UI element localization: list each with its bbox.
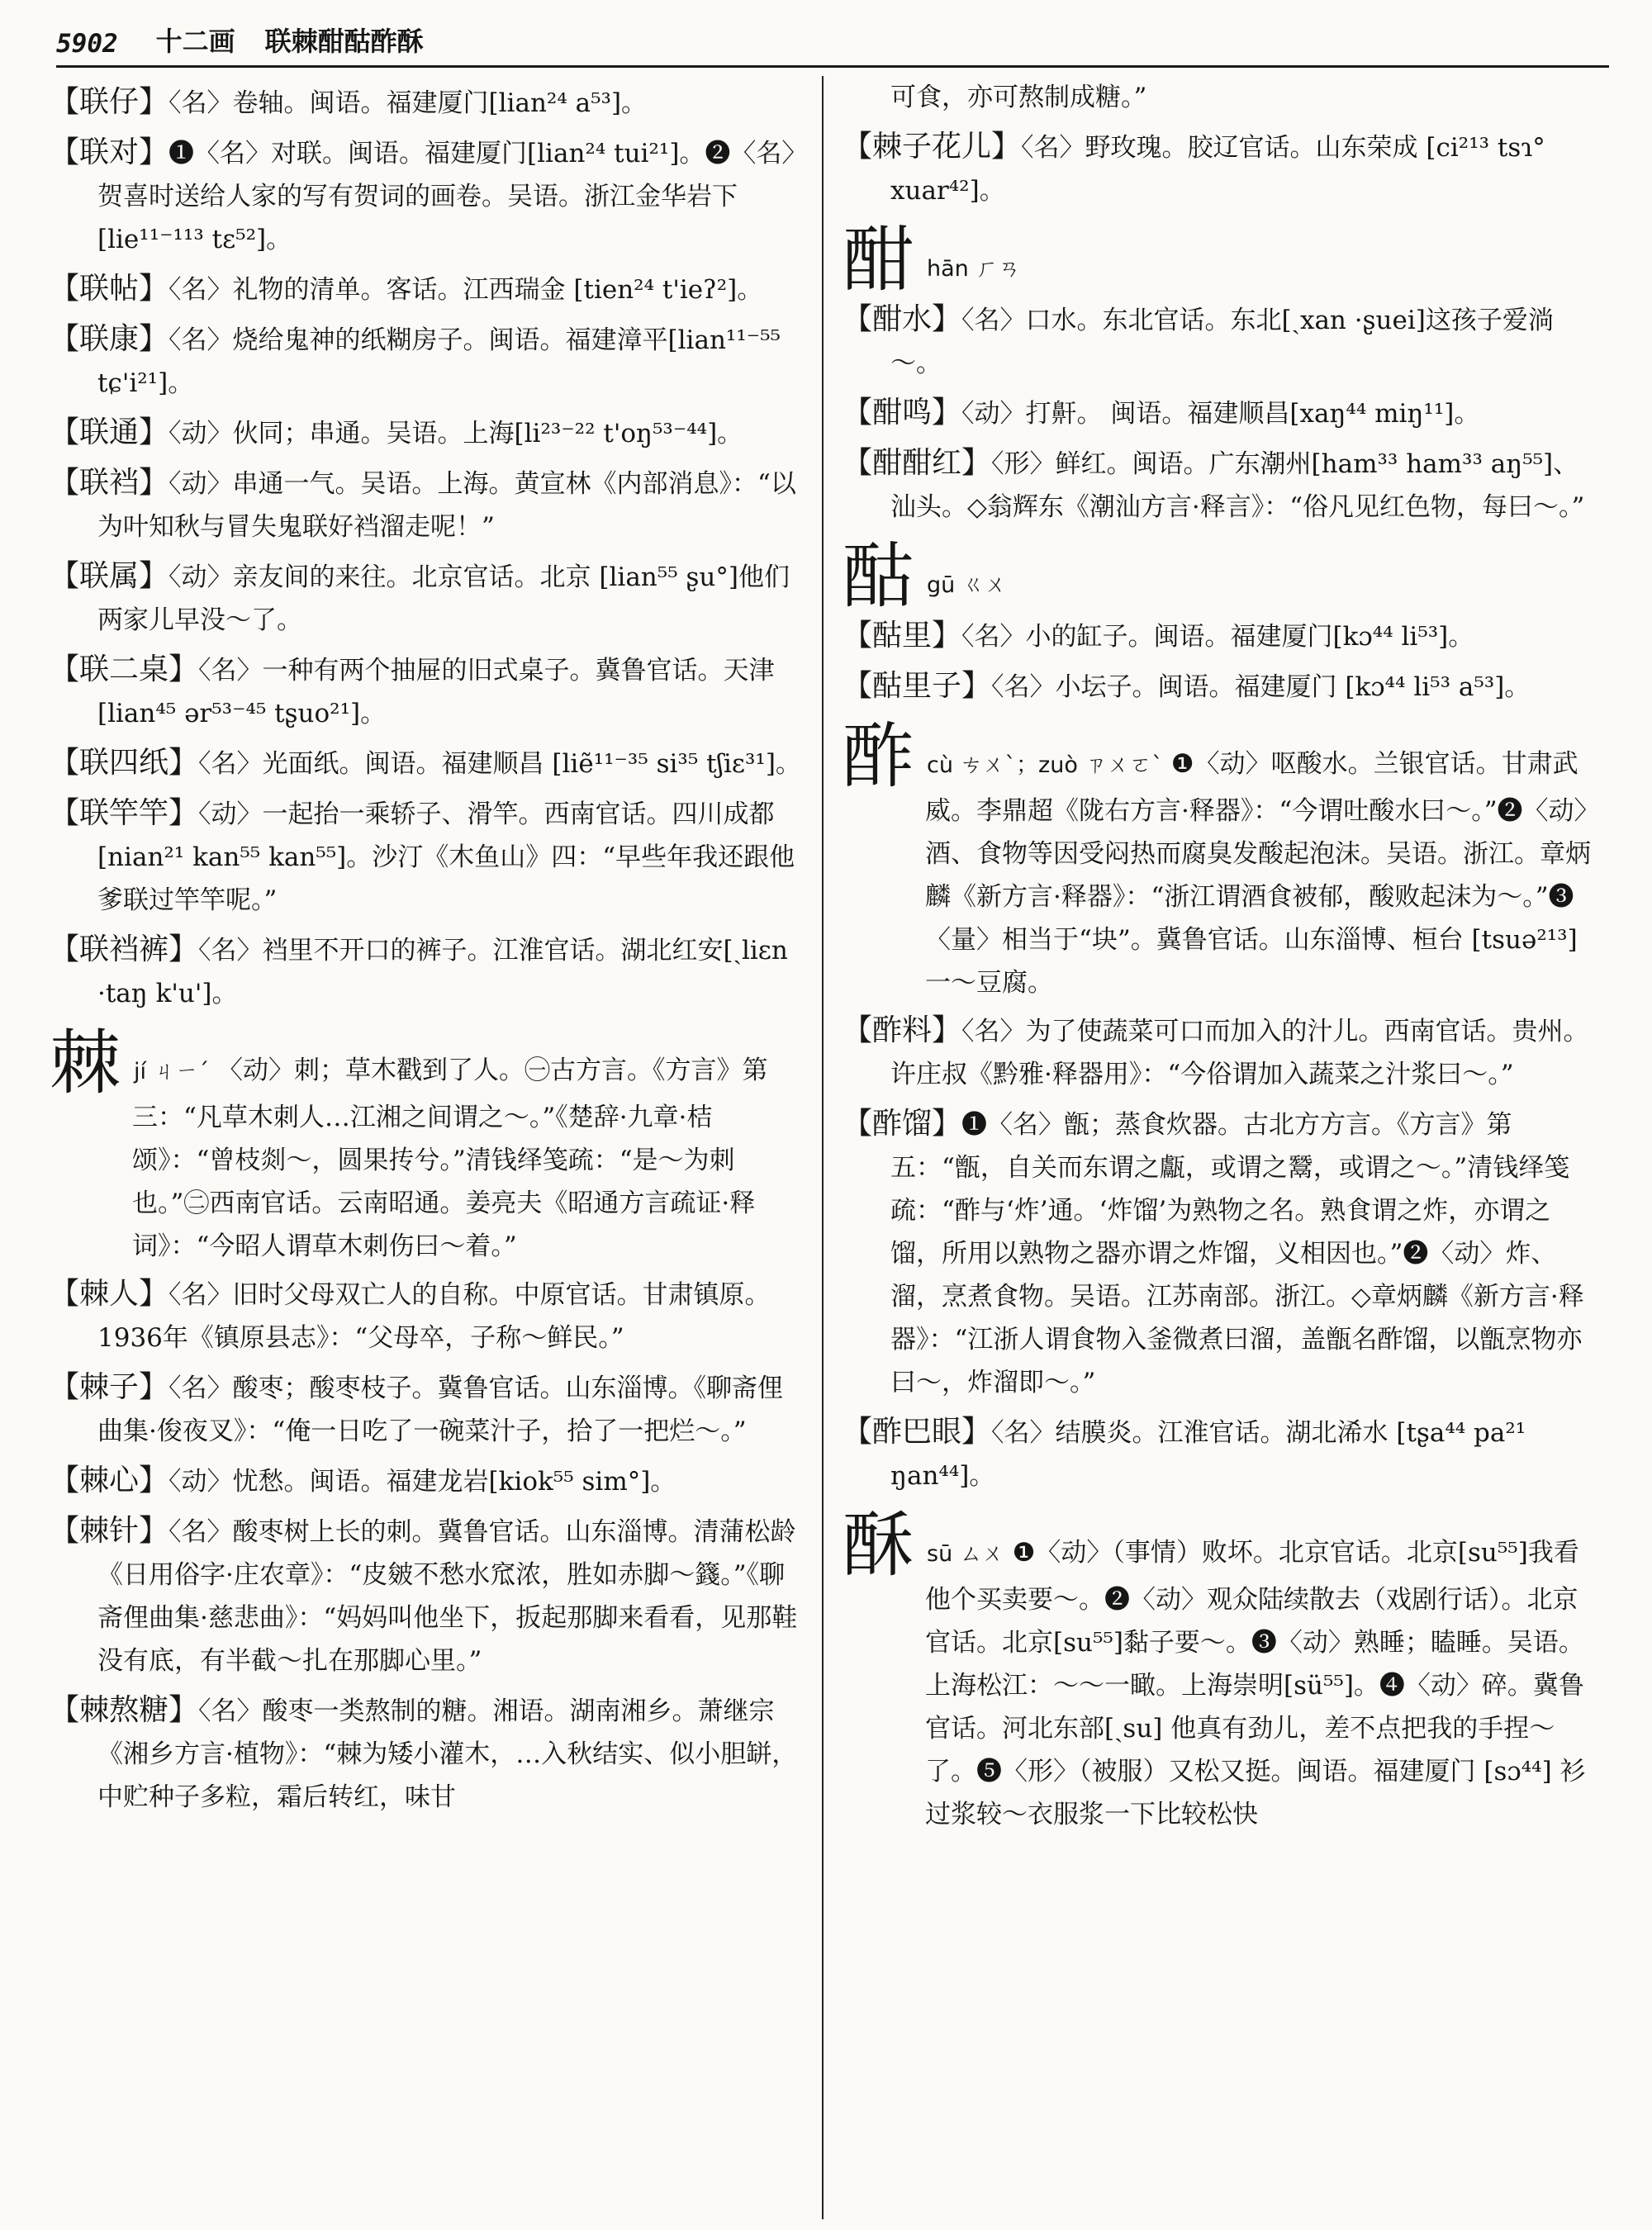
definition-text: 〈名〉口水。东北官话。东北[ˏxan ·ʂuei]这孩子爱淌～。 [890,306,1554,378]
headword: 酣酣红 [872,446,962,480]
definition-text: 〈名〉小坛子。闽语。福建厦门 [kɔ⁴⁴ li⁵³ a⁵³]。 [991,672,1531,702]
bracket-close: 】 [139,1514,169,1548]
headword: 棘熬糖 [79,1693,169,1727]
bracket-close: 】 [139,135,169,169]
head-character-entry [843,535,1598,618]
definition-text: 〈名〉酸枣一类熬制的糖。湘语。湖南湘乡。萧继宗《湘乡方言·植物》：“棘为矮小灌木，…入秋结实、似小胆缾，中贮种子多粒，霜后转红，味甘 [97,1696,798,1812]
definition-text: 〈动〉忧愁。闽语。福建龙岩[kiok⁵⁵ sim°]。 [169,1467,676,1497]
bracket-open: 【 [843,446,873,480]
page-number: 5902 [56,29,118,59]
definition-text: 〈名〉裆里不开口的裤子。江淮官话。湖北红安[ˏliɛn ·taŋ k'u']。 [97,936,788,1008]
pronunciation: sū ㄙㄨ [927,1541,1004,1567]
headword: 棘针 [79,1514,140,1548]
head-character-entry [50,1022,805,1268]
definition-text: ❶〈动〉呕酸水。兰银官话。甘肃武威。李鼎超《陇右方言·释器》：“今谓吐酸水曰～。”❷〈动〉酒、食物等因受闷热而腐臭发酸起泡沫。吴语。浙江。章炳麟《新方言·释器》：“浙江谓酒食被郁，酸败起沫为～。”❸〈量〉相当于“块”。冀鲁官话。山东淄博、桓台 [tsuə²¹³] 一～豆腐。 [925,749,1591,998]
bracket-close: 】 [139,85,169,119]
dictionary-entry [50,81,805,125]
definition-text: 〈名〉酸枣；酸枣枝子。冀鲁官话。山东淄博。《聊斋俚曲集·俊夜叉》：“俺一日吃了一碗菜汁子，拾了一把烂～。” [97,1374,784,1446]
dictionary-entry [50,411,805,455]
bracket-close: 】 [169,652,199,686]
bracket-open: 【 [50,135,80,169]
dictionary-entry [50,1510,805,1682]
definition-text: 〈名〉野玫瑰。胶辽官话。山东荣成 [ci²¹³ tsɿ° xuar⁴²]。 [890,133,1545,206]
dictionary-entry [843,665,1598,709]
bracket-open: 【 [843,396,873,429]
bracket-open: 【 [50,466,80,500]
bracket-open: 【 [843,1415,873,1449]
headword: 联裆 [79,466,140,500]
bracket-open: 【 [50,559,80,593]
headword: 联竿竿 [79,796,169,830]
headword: 联四纸 [79,746,169,780]
bracket-open: 【 [50,796,80,830]
definition-text: 〈名〉一种有两个抽屉的旧式桌子。冀鲁官话。天津[lian⁴⁵ ər⁵³⁻⁴⁵ tʂuo²¹]。 [97,656,775,728]
headword: 联对 [79,135,140,169]
dictionary-entry [843,1411,1598,1497]
dictionary-entry [50,648,805,735]
bracket-open: 【 [843,669,873,703]
definition-text: 〈动〉伙同；串通。吴语。上海[li²³⁻²² t'oŋ⁵³⁻⁴⁴]。 [169,419,743,448]
bracket-close: 】 [932,619,962,652]
head-character: 酤 [843,535,914,618]
definition-text: 〈动〉刺；草木戳到了人。㊀古方言。《方言》第三：“凡草木刺人…江湘之间谓之～。”《楚辞·九章·桔颂》：“曾枝剡～，圆果抟兮。”清钱绎笺疏：“是～为刺也。”㊁西南官话。云南昭通。姜亮夫《昭通方言疏证·释词》：“今昭人谓草木刺伤曰～着。” [132,1056,768,1261]
definition-text: 〈形〉鲜红。闽语。广东潮州[ham³³ ham³³ aŋ⁵⁵]、汕头。◇翁辉东《潮汕方言·释言》：“俗凡见红色物，每曰～。” [890,449,1585,522]
definition-text: 〈名〉为了使蔬菜可口而加入的汁儿。西南官话。贵州。许庄叔《黔雅·释器用》：“今俗谓加入蔬菜之汁浆曰～。” [890,1017,1589,1089]
headword: 棘子 [79,1370,140,1404]
bracket-close: 】 [932,396,962,429]
bracket-close: 】 [932,1013,962,1047]
bracket-close: 】 [169,932,199,966]
bracket-close: 】 [139,1370,169,1404]
bracket-close: 】 [139,272,169,306]
definition-text: 〈名〉结膜炎。江淮官话。湖北浠水 [tʂa⁴⁴ pa²¹ ŋan⁴⁴]。 [890,1418,1526,1491]
page-header [56,21,1609,68]
head-character-entry [843,715,1598,1004]
dictionary-entry [50,742,805,785]
definition-text: 〈名〉光面纸。闽语。福建顺昌 [liẽ¹¹⁻³⁵ si³⁵ tʃiɛ³¹]。 [198,749,801,779]
dictionary-entry [50,462,805,548]
definition-text: 〈动〉一起抬一乘轿子、滑竿。西南官话。四川成都[nian²¹ kan⁵⁵ kan⁵⁵]。沙汀《木鱼山》四：“早些年我还跟他爹联过竿竿呢。” [97,799,795,915]
bracket-close: 】 [932,1107,962,1141]
bracket-open: 【 [843,1107,873,1141]
headword: 酣鸣 [872,396,933,429]
bracket-open: 【 [50,85,80,119]
bracket-open: 【 [843,619,873,652]
definition-text: ❶〈动〉（事情）败坏。北京官话。北京[su⁵⁵]我看他个买卖要～。❷〈动〉观众陆续散去（戏剧行话）。北京官话。北京[su⁵⁵]黏子要～。❸〈动〉熟睡；瞌睡。吴语。上海松江：～～一瞰。上海崇明[sü⁵⁵]。❹〈动〉碎。冀鲁官话。河北东部[ˏsu] 他真有劲儿，差不点把我的手捏～了。❺〈形〉（被服）又松又挺。闽语。福建厦门 [sɔ⁴⁴] 衫过浆较～衣服浆一下比较松快 [925,1538,1586,1829]
dictionary-entry [50,1273,805,1359]
dictionary-entry [843,391,1598,435]
definition-text: 〈名〉礼物的清单。客话。江西瑞金 [tien²⁴ t'ieʔ²]。 [169,275,763,305]
definition-text: 〈名〉烧给鬼神的纸糊房子。闽语。福建漳平[lian¹¹⁻⁵⁵ tɕ'i²¹]。 [97,325,781,398]
headword: 棘心 [79,1464,140,1497]
bracket-open: 【 [50,746,80,780]
bracket-open: 【 [50,1464,80,1497]
bracket-open: 【 [843,1013,873,1047]
bracket-open: 【 [843,302,873,336]
dictionary-entry [843,442,1598,529]
bracket-close: 】 [139,415,169,449]
dictionary-entry [843,614,1598,658]
headword: 酢巴眼 [872,1415,962,1449]
bracket-close: 】 [139,466,169,500]
headword: 联裆裤 [79,932,169,966]
bracket-open: 【 [50,932,80,966]
bracket-close: 】 [961,446,992,480]
bracket-open: 【 [50,415,80,449]
head-character: 棘 [50,1022,121,1104]
pronunciation: cù ㄘㄨˋ；zuò ㄗㄨㄛˋ [927,752,1163,778]
headword: 棘人 [79,1277,140,1311]
bracket-close: 】 [139,559,169,593]
head-character-entry [843,1504,1598,1836]
definition-text: ❶〈名〉甑；蒸食炊器。古北方方言。《方言》第五：“甑，自关而东谓之甗，或谓之鬵，或谓之～。”清钱绎笺疏：“酢与‘炸’通。‘炸馏’为熟物之名。熟食谓之炸，亦谓之馏，所用以熟物之器亦谓之炸馏，义相因也。”❷〈动〉炸、溜，烹煮食物。吴语。江苏南部。浙江。◇章炳麟《新方言·释器》：“江浙人谓食物入釜微煮曰溜，盖甑名酢馏，以甑烹物亦曰～，炸溜即～。” [890,1110,1584,1397]
dictionary-entry [843,1009,1598,1096]
headword: 联二桌 [79,652,169,686]
bracket-close: 】 [139,1277,169,1311]
headword: 联通 [79,415,140,449]
header-chars: 联棘酣酤酢酥 [264,26,424,57]
pronunciation: hān ㄏㄢ [927,256,1021,282]
bracket-close: 】 [139,1464,169,1497]
headword: 联康 [79,322,140,356]
bracket-open: 【 [843,130,873,164]
definition-text: 〈动〉亲友间的来往。北京官话。北京 [lian⁵⁵ ʂu°]他们两家儿早没～了。 [97,562,790,635]
bracket-close: 】 [169,746,199,780]
bracket-open: 【 [50,1693,80,1727]
headword: 联仔 [79,85,140,119]
bracket-close: 】 [961,1415,992,1449]
bracket-close: 】 [932,302,962,336]
bracket-open: 【 [50,1370,80,1404]
dictionary-entry [843,126,1598,212]
pronunciation: jí ㄐㄧˊ [134,1059,210,1084]
dictionary-entry [50,928,805,1015]
bracket-open: 【 [50,1277,80,1311]
definition-text: 〈名〉卷轴。闽语。福建厦门[lian²⁴ a⁵³]。 [169,88,648,118]
dictionary-entry [843,1103,1598,1404]
dictionary-entry [50,268,805,311]
dictionary-entry [50,318,805,405]
definition-text: 〈名〉小的缸子。闽语。福建厦门[kɔ⁴⁴ li⁵³]。 [961,622,1474,652]
head-character: 酢 [843,715,914,798]
head-character: 酥 [843,1504,914,1587]
head-character-entry [843,219,1598,301]
entry-continuation: 可食，亦可熬制成糖。” [890,83,1147,112]
headword: 酢料 [872,1013,933,1047]
right-column [843,76,1598,2219]
head-character: 酣 [843,219,914,301]
headword: 酣水 [872,302,933,336]
headword: 棘子花儿 [872,130,992,164]
pronunciation: gū ㄍㄨ [927,572,1007,598]
bracket-open: 【 [50,322,80,356]
bracket-close: 】 [139,322,169,356]
dictionary-entry [50,1459,805,1503]
bracket-close: 】 [961,669,992,703]
dictionary-entry [50,792,805,922]
headword: 酢馏 [872,1107,933,1141]
dictionary-entry [50,1689,805,1819]
bracket-close: 】 [169,796,199,830]
definition-text: 〈动〉打鼾。 闽语。福建顺昌[xaŋ⁴⁴ miŋ¹¹]。 [961,399,1480,429]
dictionary-entry [50,555,805,642]
bracket-open: 【 [50,272,80,306]
definition-text: 〈名〉酸枣树上长的刺。冀鲁官话。山东淄博。清蒲松龄《日用俗字·庄农章》：“皮皴不愁水窊浓，胜如赤脚～籛。”《聊斋俚曲集·慈悲曲》：“妈妈叫他坐下，扳起那脚来看看，见那鞋没有底，有半截～扎在那脚心里。” [97,1517,798,1676]
dictionary-entry [843,298,1598,385]
stroke-section: 十二画 [155,26,235,57]
headword: 酤里 [872,619,933,652]
definition-text: 〈名〉旧时父母双亡人的自称。中原官话。甘肃镇原。1936年《镇原县志》：“父母卒，子称～鲜民。” [97,1280,771,1353]
definition-text: 〈动〉串通一气。吴语。上海。黄宣林《内部消息》：“以为叶知秋与冒失鬼联好裆溜走呢！” [97,469,796,542]
bracket-close: 】 [169,1693,199,1727]
left-column [50,76,805,2219]
dictionary-entry [50,1366,805,1453]
headword: 酤里子 [872,669,962,703]
bracket-open: 【 [50,1514,80,1548]
bracket-close: 】 [991,130,1022,164]
headword: 联属 [79,559,140,593]
column-divider [822,76,824,2219]
bracket-open: 【 [50,652,80,686]
headword: 联帖 [79,272,140,306]
dictionary-entry [50,131,805,261]
definition-text: ❶〈名〉对联。闽语。福建厦门[lian²⁴ tui²¹]。❷〈名〉贺喜时送给人家的写有贺词的画卷。吴语。浙江金华岩下[lie¹¹⁻¹¹³ tɛ⁵²]。 [97,139,795,254]
